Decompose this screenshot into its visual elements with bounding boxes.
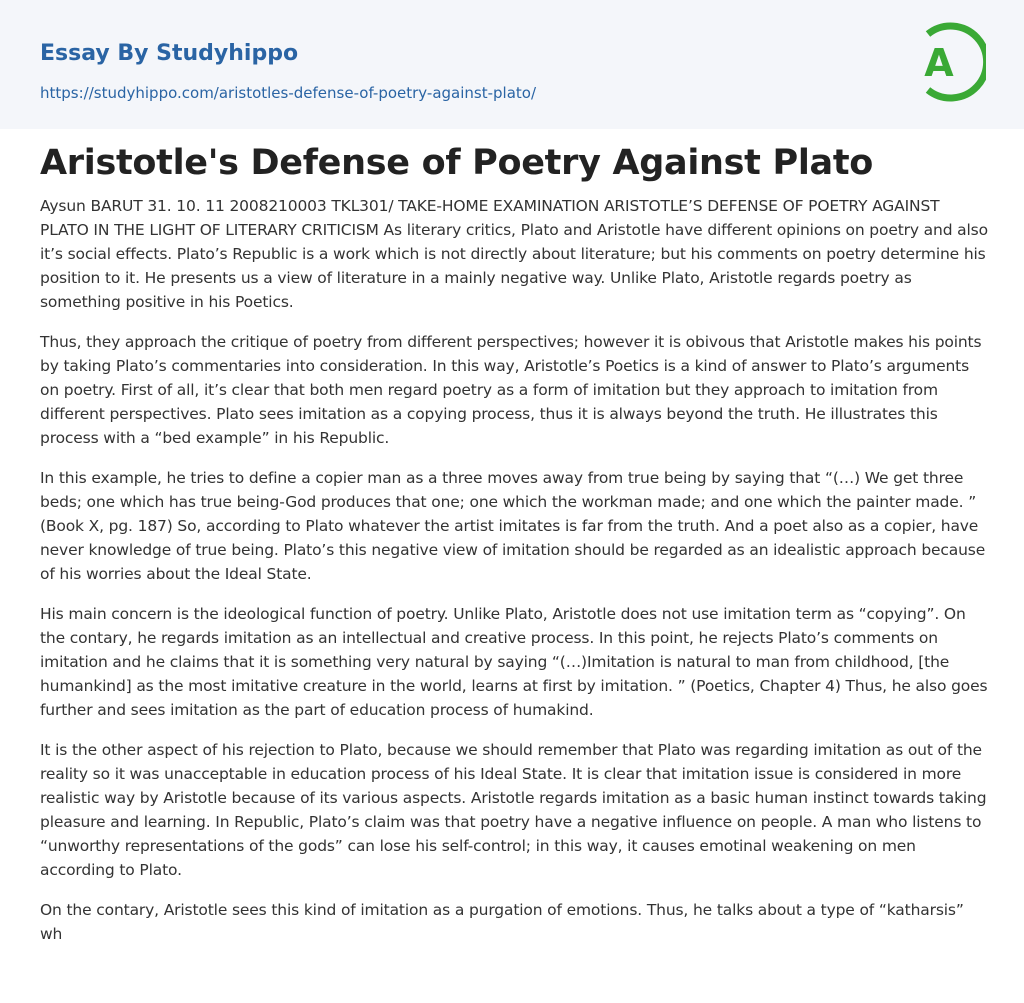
brand-title[interactable]: Essay By Studyhippo	[40, 41, 299, 66]
article-body	[40, 194, 988, 962]
paragraph: It is the other aspect of his rejection to Plato, because we should remember that Plato was regarding imitation as out of the reality so it was unacceptable in education process of his Ideal State. It is clear that imitation issue is considered in more realistic way by Aristotle because of its various aspects. Aristotle regards imitation as a basic human instinct towards taking pleasure and learning. In Republic, Plato’s claim was that poetry have a negative influence on people. A man who listens to “unworthy representations of the gods” can lose his self-control; in this way, it causes emotinal weakening on men according to Plato.	[40, 741, 987, 879]
page-title: Aristotle's Defense of Poetry Against Plato	[40, 143, 874, 183]
paragraph: His main concern is the ideological function of poetry. Unlike Plato, Aristotle does not use imitation term as “copying”. On the contary, he regards imitation as an intellectual and creative process. In this point, he rejects Plato’s comments on imitation and he claims that it is something very natural by saying “(…)Imitation is natural to man from childhood, [the humankind] as the most imitative creature in the world, learns at first by imitation. ” (Poetics, Chapter 4) Thus, he also goes further and sees imitation as the part of education process of humakind.	[40, 605, 988, 719]
source-url-link[interactable]: https://studyhippo.com/aristotles-defense-of-poetry-against-plato/	[40, 84, 536, 102]
paragraph: Thus, they approach the critique of poetry from different perspectives; however it is obivous that Aristotle makes his points by taking Plato’s commentaries into consideration. In this way, Aristotle’s Poetics is a kind of answer to Plato’s arguments on poetry. First of all, it’s clear that both men regard poetry as a form of imitation but they approach to imitation from different perspectives. Plato sees imitation as a copying process, thus it is always beyond the truth. He illustrates this process with a “bed example” in his Republic.	[40, 333, 982, 447]
studyhippo-a-logo-icon[interactable]	[912, 19, 986, 105]
site-header	[0, 0, 1024, 129]
logo-letter: A	[924, 41, 954, 85]
paragraph: In this example, he tries to define a copier man as a three moves away from true being by saying that “(…) We get three beds; one which has true being-God produces that one; one which the workman made; and one which the painter made. ” (Book X, pg. 187) So, according to Plato whatever the artist imitates is far from the truth. And a poet also as a copier, have never knowledge of true being. Plato’s this negative view of imitation should be regarded as an idealistic approach because of his worries about the Ideal State.	[40, 469, 986, 583]
paragraph: Aysun BARUT 31. 10. 11 2008210003 TKL301/ TAKE-HOME EXAMINATION ARISTOTLE’S DEFENSE OF POETRY AGAINST PLATO IN THE LIGHT OF LITERARY CRITICISM As literary critics, Plato and Aristotle have different opinions on poetry and also it’s social effects. Plato’s Republic is a work which is not directly about literature; but his comments on poetry determine his position to it. He presents us a view of literature in a mainly negative way. Unlike Plato, Aristotle regards poetry as something positive in his Poetics.	[40, 197, 988, 311]
paragraph: On the contary, Aristotle sees this kind of imitation as a purgation of emotions. Thus, he talks about a type of “katharsis” wh	[40, 901, 964, 943]
